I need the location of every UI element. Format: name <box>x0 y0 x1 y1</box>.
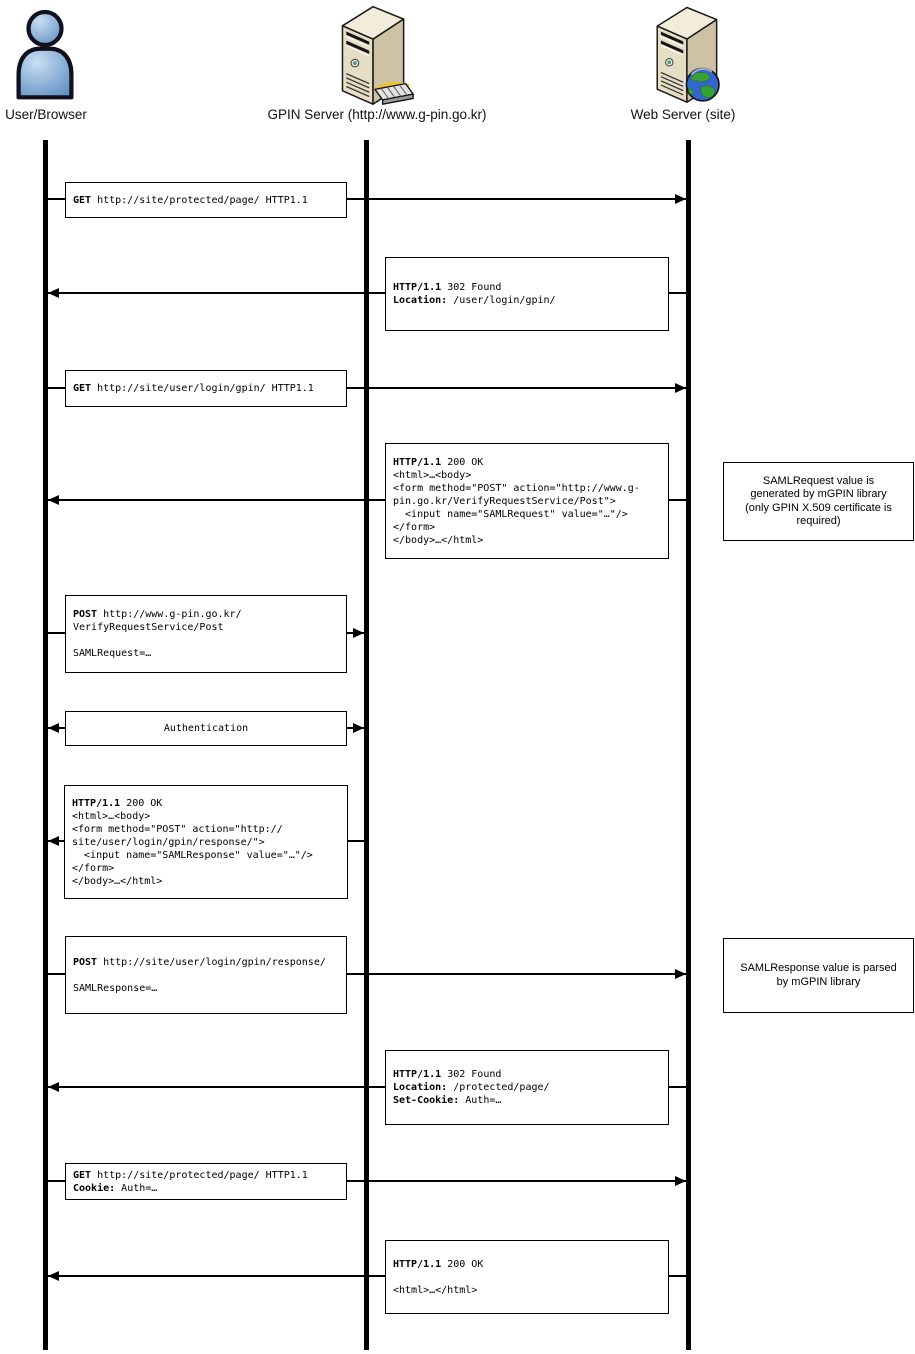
arrowhead-left-icon <box>48 1082 59 1092</box>
msg-text-segment: GET <box>73 383 92 394</box>
msg-text-segment: HTTP/1.1 <box>72 797 121 809</box>
msg-text-segment: VerifyRequestService/Post <box>73 622 224 633</box>
msg-text-segment: </body>…</html> <box>72 875 163 887</box>
msg-text-segment: SAMLRequest=… <box>73 648 152 659</box>
msg-line <box>164 722 248 735</box>
actor-label-gpin-server: GPIN Server (http://www.g-pin.go.kr) <box>267 107 487 122</box>
message-post-verifyrequest <box>65 595 347 673</box>
server-keyboard-icon <box>331 0 417 108</box>
msg-text-segment: http://site/user/login/gpin/ HTTP1.1 <box>91 383 314 394</box>
msg-text-segment: Cookie: <box>73 1182 116 1194</box>
msg-line <box>73 194 339 207</box>
note-samlresponse: SAMLResponse value is parsed by mGPIN library <box>723 938 914 1013</box>
msg-text-segment: <form method="POST" action="http://www.g- <box>393 482 640 494</box>
msg-text-segment: HTTP/1.1 <box>393 1069 442 1080</box>
msg-text-segment: 200 OK <box>441 456 484 468</box>
msg-line <box>72 875 340 888</box>
msg-text-segment: GET <box>73 1169 92 1181</box>
message-post-gpin-response <box>65 936 347 1014</box>
msg-line <box>73 969 339 982</box>
msg-line <box>73 982 339 995</box>
message-200-samlresponse-form <box>64 785 348 899</box>
msg-text-segment: 200 OK <box>120 797 163 809</box>
arrowhead-right-icon <box>675 969 686 979</box>
arrowhead-left-icon <box>48 1271 59 1281</box>
msg-line <box>393 1081 661 1094</box>
msg-text-segment: HTTP/1.1 <box>393 1258 442 1270</box>
arrowhead-left-icon <box>48 723 59 733</box>
msg-line <box>73 608 339 621</box>
msg-text-segment: <html>…<body> <box>72 810 151 822</box>
msg-line <box>393 495 661 508</box>
msg-text-segment: http://www.g-pin.go.kr/ <box>97 609 242 620</box>
msg-text-segment: http://site/protected/page/ HTTP1.1 <box>91 194 308 206</box>
msg-line <box>393 508 661 521</box>
msg-text-segment: Auth=… <box>115 1182 158 1194</box>
msg-text-segment: POST <box>73 609 98 620</box>
message-get-protected-page <box>65 182 347 218</box>
msg-text-segment: <form method="POST" action="http:// <box>72 823 283 835</box>
msg-line <box>393 1068 661 1081</box>
message-get-protected-cookie <box>65 1163 347 1200</box>
msg-line <box>73 1182 339 1195</box>
msg-text-segment: Set-Cookie: <box>393 1095 460 1106</box>
msg-line <box>72 849 340 862</box>
note-samlrequest: SAMLRequest value is generated by mGPIN library (only GPIN X.509 certificate is required) <box>723 462 914 541</box>
msg-line <box>72 836 340 849</box>
msg-line <box>393 1094 661 1107</box>
msg-line <box>73 621 339 634</box>
msg-text-segment: site/user/login/gpin/response/"> <box>72 836 265 848</box>
actor-label-user: User/Browser <box>5 107 87 122</box>
msg-text-segment: </form> <box>393 521 436 533</box>
msg-line <box>393 482 661 495</box>
arrowhead-right-icon <box>353 628 364 638</box>
msg-line <box>73 1169 339 1182</box>
msg-text-segment: 302 Found <box>441 282 502 293</box>
msg-line <box>72 797 340 810</box>
msg-line <box>72 823 340 836</box>
msg-text-segment: Auth=… <box>459 1095 502 1106</box>
actor-label-web-server: Web Server (site) <box>630 107 736 122</box>
arrowhead-left-icon <box>48 836 59 846</box>
message-302-found-protected <box>385 1050 669 1125</box>
msg-text-segment: /protected/page/ <box>447 1082 550 1093</box>
msg-text-segment: 200 OK <box>441 1258 484 1270</box>
arrowhead-right-icon <box>675 194 686 204</box>
msg-line <box>73 956 339 969</box>
msg-text-segment: /user/login/gpin/ <box>447 295 556 306</box>
arrowhead-left-icon <box>48 495 59 505</box>
msg-text-segment: http://site/protected/page/ HTTP1.1 <box>91 1169 308 1181</box>
lifeline-gpin-server <box>364 140 369 1350</box>
msg-line <box>393 1284 661 1297</box>
msg-line <box>72 862 340 875</box>
msg-text-segment: GET <box>73 194 92 206</box>
arrowhead-right-icon <box>675 383 686 393</box>
arrowhead-right-icon <box>353 723 364 733</box>
message-200-ok-html <box>385 1240 669 1314</box>
msg-text-segment: HTTP/1.1 <box>393 456 442 468</box>
msg-text-segment: <input name="SAMLRequest" value="…"/> <box>393 508 628 520</box>
msg-text-segment: 302 Found <box>441 1069 502 1080</box>
msg-text-segment: <input name="SAMLResponse" value="…"/> <box>72 849 313 861</box>
msg-text-segment: </body>…</html> <box>393 534 484 546</box>
msg-line <box>393 1271 661 1284</box>
message-302-found-login <box>385 257 669 331</box>
msg-text-segment: Location: <box>393 295 448 306</box>
msg-text-segment: <html>…<body> <box>393 469 472 481</box>
msg-text-segment: </form> <box>72 862 115 874</box>
message-get-login-gpin <box>65 370 347 407</box>
msg-line <box>73 382 339 395</box>
msg-line <box>393 534 661 547</box>
msg-line <box>73 634 339 647</box>
person-icon <box>12 5 78 101</box>
msg-text-segment: pin.go.kr/VerifyRequestService/Post"> <box>393 495 616 507</box>
lifeline-user <box>43 140 48 1350</box>
arrowhead-left-icon <box>48 288 59 298</box>
msg-text-segment: http://site/user/login/gpin/response/ <box>97 956 326 968</box>
msg-text-segment: <html>…</html> <box>393 1284 478 1296</box>
msg-line <box>393 1258 661 1271</box>
message-authentication <box>65 711 347 746</box>
msg-line <box>393 521 661 534</box>
msg-text-segment: Location: <box>393 1082 448 1093</box>
msg-line <box>393 294 661 307</box>
msg-text-segment: HTTP/1.1 <box>393 282 442 293</box>
msg-text-segment: Authentication <box>163 723 249 734</box>
msg-line <box>393 456 661 469</box>
msg-text-segment: POST <box>73 956 98 968</box>
server-globe-icon <box>646 1 726 105</box>
msg-line <box>73 647 339 660</box>
msg-line <box>72 810 340 823</box>
lifeline-web-server <box>686 140 691 1350</box>
msg-text-segment: SAMLResponse=… <box>73 982 158 994</box>
msg-line <box>393 469 661 482</box>
arrowhead-right-icon <box>675 1176 686 1186</box>
msg-line <box>393 281 661 294</box>
message-200-samlrequest-form <box>385 443 669 559</box>
